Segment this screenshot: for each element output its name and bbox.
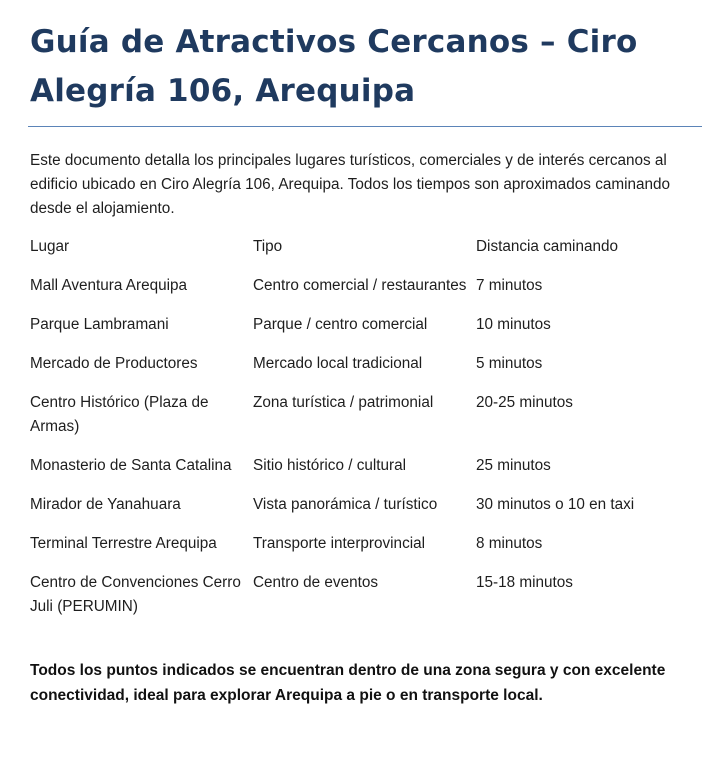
table-header-row xyxy=(30,235,702,274)
cell-lugar: Centro de Convenciones Cerro Juli (PERUMIN) xyxy=(30,574,241,615)
table-row xyxy=(30,454,702,493)
cell-distancia: 25 minutos xyxy=(476,457,551,474)
cell-tipo: Centro comercial / restaurantes xyxy=(253,277,467,294)
cell-distancia: 15-18 minutos xyxy=(476,574,573,591)
cell-tipo: Mercado local tradicional xyxy=(253,355,423,372)
page-title: Guía de Atractivos Cercanos – Ciro Alegría 106, Arequipa xyxy=(30,24,638,109)
cell-distancia: 5 minutos xyxy=(476,355,543,372)
cell-lugar: Terminal Terrestre Arequipa xyxy=(30,535,217,552)
cell-distancia: 8 minutos xyxy=(476,535,543,552)
cell-tipo: Transporte interprovincial xyxy=(253,535,426,552)
table-row xyxy=(30,352,702,391)
table-row xyxy=(30,493,702,532)
header-distancia: Distancia caminando xyxy=(476,238,618,255)
intro-paragraph: Este documento detalla los principales lugares turísticos, comerciales y de interés cercanos al edificio ubicado en Ciro Alegría 106, Arequipa. Todos los tiempos son aproximados caminando desde el alojamiento. xyxy=(30,152,671,217)
cell-lugar: Mirador de Yanahuara xyxy=(30,496,181,513)
document-page xyxy=(30,18,700,708)
cell-lugar: Centro Histórico (Plaza de Armas) xyxy=(30,394,209,435)
cell-tipo: Sitio histórico / cultural xyxy=(253,457,407,474)
cell-lugar: Monasterio de Santa Catalina xyxy=(30,457,232,474)
cell-distancia: 20-25 minutos xyxy=(476,394,573,411)
title-divider xyxy=(28,126,702,127)
header-lugar: Lugar xyxy=(30,238,70,255)
cell-tipo: Vista panorámica / turístico xyxy=(253,496,438,513)
cell-lugar: Mall Aventura Arequipa xyxy=(30,277,188,294)
table-row xyxy=(30,571,702,634)
attractions-table xyxy=(30,235,702,634)
cell-tipo: Centro de eventos xyxy=(253,574,379,591)
cell-tipo: Parque / centro comercial xyxy=(253,316,428,333)
cell-distancia: 10 minutos xyxy=(476,316,551,333)
cell-distancia: 30 minutos o 10 en taxi xyxy=(476,496,635,513)
cell-lugar: Mercado de Productores xyxy=(30,355,198,372)
table-row xyxy=(30,313,702,352)
header-tipo: Tipo xyxy=(253,238,283,255)
table-row xyxy=(30,274,702,313)
cell-tipo: Zona turística / patrimonial xyxy=(253,394,434,411)
table-row xyxy=(30,391,702,454)
table-row xyxy=(30,532,702,571)
closing-statement: Todos los puntos indicados se encuentran dentro de una zona segura y con excelente conectividad, ideal para explorar Arequipa a pie o en transporte local. xyxy=(30,662,666,704)
cell-lugar: Parque Lambramani xyxy=(30,316,169,333)
cell-distancia: 7 minutos xyxy=(476,277,543,294)
